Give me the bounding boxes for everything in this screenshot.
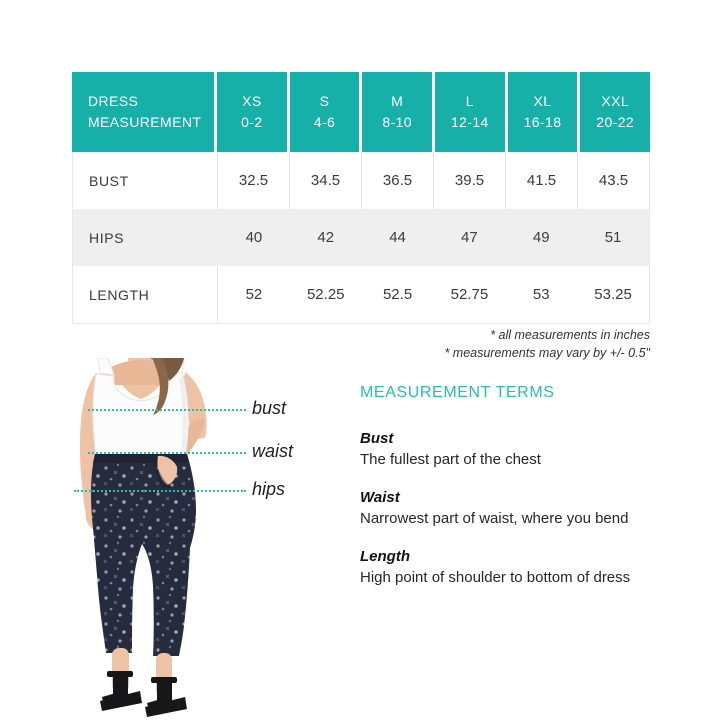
footnote-inches: * all measurements in inches bbox=[490, 328, 650, 342]
term-bust bbox=[360, 428, 660, 470]
footnote-variance: * measurements may vary by +/- 0.5" bbox=[444, 346, 650, 360]
term-definition: High point of shoulder to bottom of dress bbox=[360, 569, 631, 586]
length-s: 52.25 bbox=[306, 286, 345, 303]
hips-xl: 49 bbox=[532, 229, 550, 246]
size-label: S bbox=[319, 93, 330, 109]
bust-s: 34.5 bbox=[290, 152, 362, 209]
header-cell-xxl bbox=[580, 72, 650, 152]
bust-xl: 41.5 bbox=[506, 152, 578, 209]
hips-xxl: 51 bbox=[604, 229, 622, 246]
size-label: XXL bbox=[601, 93, 630, 109]
header-cell-l bbox=[435, 72, 508, 152]
table-row-bust bbox=[73, 152, 649, 209]
term-name: Waist bbox=[360, 489, 400, 506]
size-label: M bbox=[391, 93, 404, 109]
size-label: XL bbox=[533, 93, 552, 109]
bust-label: bust bbox=[252, 398, 287, 418]
length-xl: 53 bbox=[532, 286, 550, 303]
row-label: BUST bbox=[73, 152, 218, 209]
size-range: 4-6 bbox=[313, 114, 336, 130]
hips-l: 47 bbox=[461, 229, 478, 246]
header-title-line2: MEASUREMENT bbox=[88, 114, 202, 130]
table-row-hips bbox=[73, 209, 649, 266]
size-label: XS bbox=[242, 93, 262, 109]
header-cell-xs bbox=[217, 72, 290, 152]
header-cell-dress-measurement bbox=[72, 72, 217, 152]
footnotes bbox=[444, 326, 650, 362]
size-chart-body bbox=[72, 152, 650, 324]
length-l: 52.75 bbox=[450, 286, 489, 303]
bust-dotted-line bbox=[88, 409, 246, 411]
waist-dotted-line bbox=[88, 452, 246, 454]
waistband bbox=[93, 454, 189, 463]
model-illustration bbox=[50, 358, 255, 718]
size-label: L bbox=[465, 93, 474, 109]
length-xs: 52 bbox=[245, 286, 263, 303]
measurement-terms-heading: MEASUREMENT TERMS bbox=[360, 384, 555, 401]
size-range: 8-10 bbox=[382, 114, 412, 130]
term-name: Bust bbox=[360, 430, 394, 447]
header-cell-s bbox=[290, 72, 363, 152]
term-waist bbox=[360, 487, 660, 529]
model-photo bbox=[50, 358, 255, 718]
measurement-terms-section bbox=[360, 384, 660, 605]
hips-dotted-line bbox=[74, 490, 246, 492]
term-definition: Narrowest part of waist, where you bend bbox=[360, 510, 629, 527]
size-range: 20-22 bbox=[596, 114, 635, 130]
size-range: 16-18 bbox=[523, 114, 562, 130]
size-range: 12-14 bbox=[450, 114, 489, 130]
term-length bbox=[360, 546, 660, 588]
term-definition: The fullest part of the chest bbox=[360, 451, 541, 468]
bust-l: 39.5 bbox=[434, 152, 506, 209]
bust-m: 36.5 bbox=[362, 152, 434, 209]
bust-xxl: 43.5 bbox=[598, 172, 629, 189]
size-chart-header-row bbox=[72, 72, 650, 152]
table-row-length bbox=[73, 266, 649, 323]
length-xxl: 53.25 bbox=[594, 286, 632, 303]
header-title-line1: DRESS bbox=[88, 93, 139, 109]
patterned-pants bbox=[91, 454, 196, 656]
header-cell-xl bbox=[508, 72, 581, 152]
term-name: Length bbox=[360, 548, 410, 565]
waist-label: waist bbox=[252, 441, 294, 461]
size-chart-table bbox=[72, 72, 650, 324]
length-m: 52.5 bbox=[382, 286, 413, 303]
row-label: HIPS bbox=[89, 229, 125, 246]
hips-label: hips bbox=[252, 479, 286, 499]
bust-xs: 32.5 bbox=[218, 152, 290, 209]
hips-s: 42 bbox=[317, 229, 335, 246]
hips-m: 44 bbox=[389, 229, 406, 246]
hips-xs: 40 bbox=[245, 229, 263, 246]
row-label: LENGTH bbox=[73, 266, 218, 323]
header-cell-m bbox=[362, 72, 435, 152]
heeled-sandals bbox=[100, 671, 187, 717]
size-range: 0-2 bbox=[241, 114, 263, 130]
